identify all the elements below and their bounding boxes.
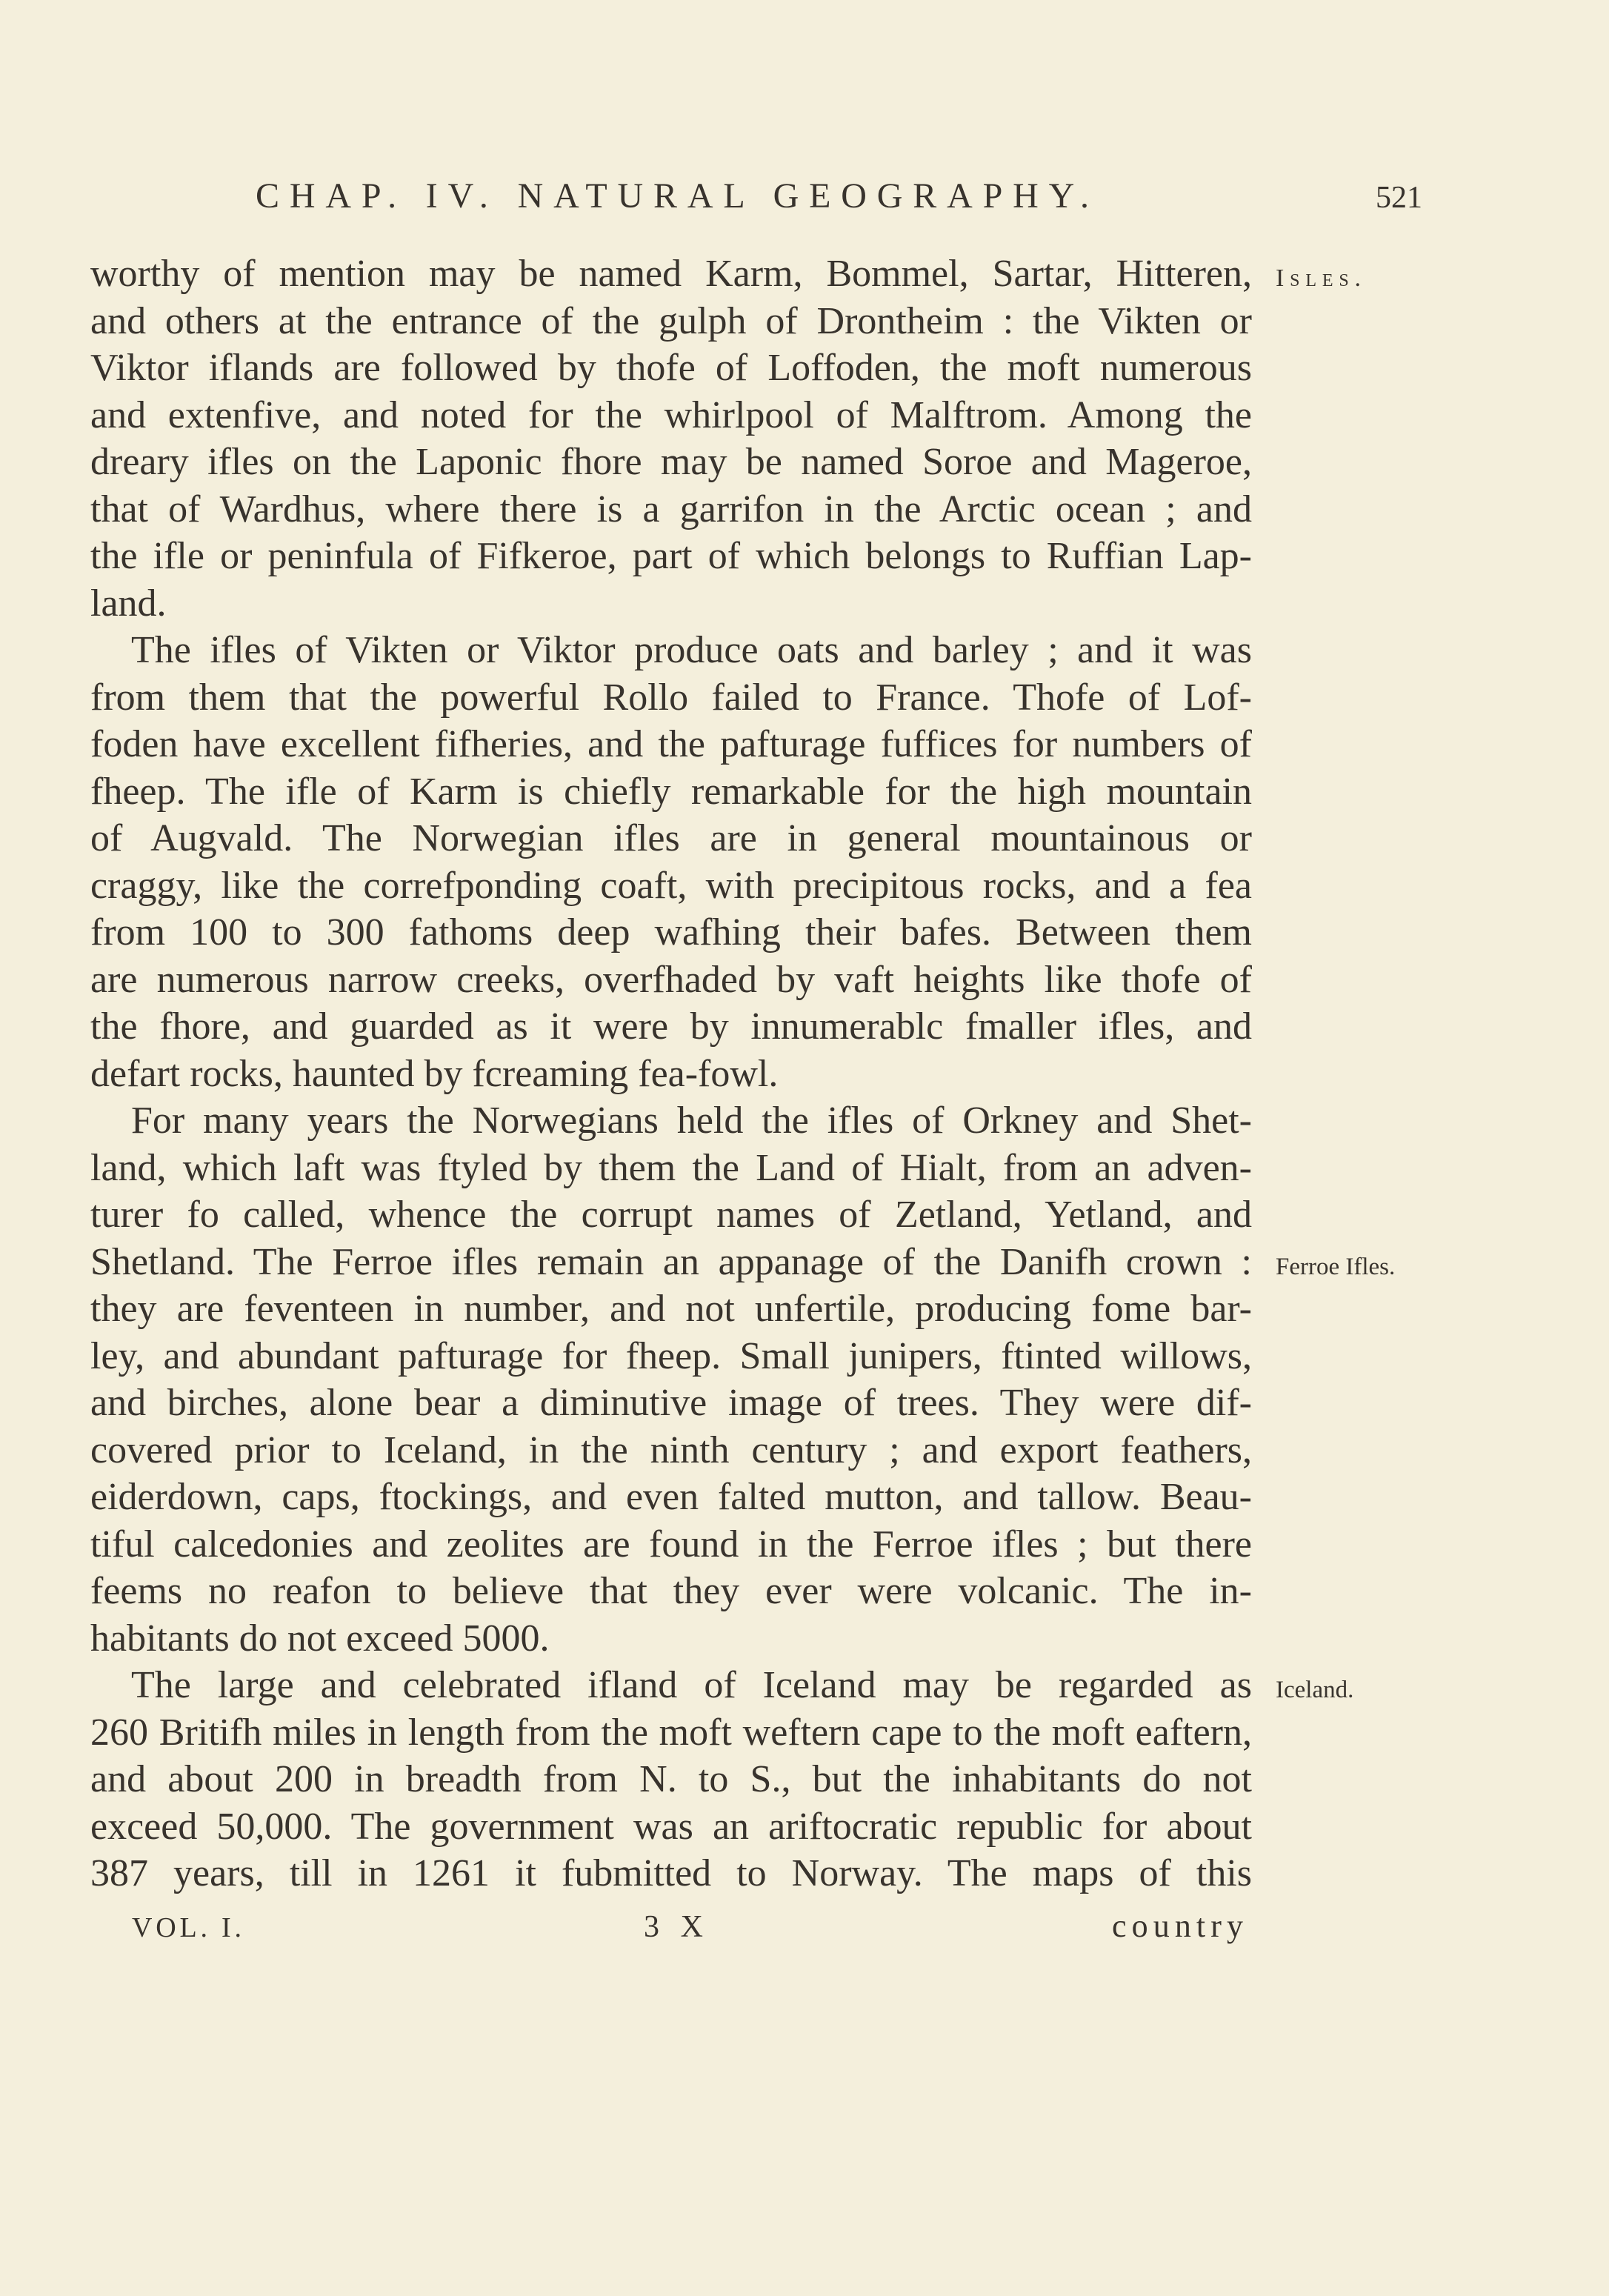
- text-line: [90, 768, 1252, 816]
- text-line: [90, 1145, 1252, 1192]
- line-text: land, which laft was ftyled by them the Land of Hialt, from an adven-: [90, 1146, 1252, 1189]
- line-text: from 100 to 300 fathoms deep wafhing their bafes. Between them: [90, 911, 1252, 954]
- text-line: [90, 1709, 1252, 1757]
- text-line: [90, 1756, 1252, 1803]
- line-text: the fhore, and guarded as it were by innumerablc fmaller ifles, and: [90, 1005, 1252, 1048]
- text-line: [90, 1003, 1252, 1051]
- text-line: [90, 1380, 1252, 1427]
- text-line: [90, 1568, 1252, 1615]
- line-text: and extenfive, and noted for the whirlpool of Malftrom. Among the: [90, 393, 1252, 436]
- margin-note-text: Isles.: [1276, 264, 1367, 292]
- line-text: from them that the powerful Rollo failed to France. Thofe of Lof-: [90, 676, 1252, 719]
- line-text: Shetland. The Ferroe ifles remain an appanage of the Danifh crown :: [90, 1240, 1252, 1283]
- line-text: craggy, like the correfponding coaft, with precipitous rocks, and a fea: [90, 864, 1252, 907]
- line-text: exceed 50,000. The government was an ariftocratic republic for about: [90, 1805, 1252, 1848]
- text-line: [90, 721, 1252, 768]
- text-line: [90, 1803, 1252, 1851]
- page-number: [1376, 172, 1442, 219]
- text-line: [90, 298, 1252, 345]
- line-text: dreary ifles on the Laponic fhore may be named Soroe and Mageroe,: [90, 441, 1252, 483]
- line-text: and about 200 in breadth from N. to S., but the inhabitants do not: [90, 1758, 1252, 1800]
- text-line: [90, 1521, 1252, 1568]
- page-number-text: 521: [1376, 181, 1422, 215]
- text-line: [90, 250, 1252, 298]
- line-text: The large and celebrated ifland of Iceland may be regarded as: [131, 1664, 1252, 1706]
- catchword: [1112, 1901, 1249, 1949]
- margin-note-text: Iceland.: [1276, 1677, 1354, 1703]
- line-text: covered prior to Iceland, in the ninth century ; and export feathers,: [90, 1428, 1252, 1471]
- text-line: [90, 1474, 1252, 1521]
- text-line: [90, 533, 1252, 580]
- text-column: [90, 250, 1252, 1897]
- text-line: [90, 1662, 1252, 1709]
- margin-note-ferroe-isles: [1276, 1239, 1424, 1286]
- line-text: they are feventeen in number, and not unfertile, producing fome bar-: [90, 1288, 1252, 1330]
- line-text: defart rocks, haunted by fcreaming fea-fowl.: [90, 1052, 779, 1095]
- text-line: [90, 674, 1252, 722]
- margin-note-isles: [1276, 250, 1367, 298]
- line-text: For many years the Norwegians held the ifles of Orkney and Shet-: [131, 1099, 1252, 1142]
- line-text: habitants do not exceed 5000.: [90, 1617, 550, 1660]
- line-text: and birches, alone bear a diminutive image of trees. They were dif-: [90, 1382, 1252, 1424]
- text-line: [90, 1097, 1252, 1145]
- margin-note-iceland: [1276, 1662, 1409, 1709]
- line-text: the ifle or peninfula of Fifkeroe, part of which belongs to Ruffian Lap-: [90, 535, 1252, 577]
- text-line: [90, 1615, 1252, 1663]
- catchword-text: country: [1112, 1908, 1249, 1944]
- text-line: [90, 1051, 1252, 1098]
- text-line: [90, 392, 1252, 439]
- text-line: [90, 1427, 1252, 1474]
- line-text: 387 years, till in 1261 it fubmitted to Norway. The maps of this: [90, 1852, 1252, 1894]
- line-text: worthy of mention may be named Karm, Bommel, Sartar, Hitteren,: [90, 253, 1252, 295]
- line-text: eiderdown, caps, ftockings, and even falted mutton, and tallow. Beau-: [90, 1476, 1252, 1518]
- line-text: The ifles of Vikten or Viktor produce oats and barley ; and it was: [131, 629, 1252, 671]
- line-text: that of Wardhus, where there is a garrifon in the Arctic ocean ; and: [90, 488, 1252, 530]
- line-text: 260 Britifh miles in length from the moft weftern cape to the moft eaftern,: [90, 1711, 1252, 1754]
- line-text: are numerous narrow creeks, overfhaded by vaft heights like thofe of: [90, 958, 1252, 1001]
- line-text: land.: [90, 582, 167, 625]
- line-text: and others at the entrance of the gulph of Drontheim : the Vikten or: [90, 299, 1252, 342]
- margin-note-text: Ferroe Ifles.: [1276, 1253, 1396, 1280]
- text-line: [90, 1239, 1252, 1286]
- text-line: [90, 909, 1252, 956]
- text-line: [90, 1850, 1252, 1897]
- text-line: [90, 1333, 1252, 1380]
- text-line: [90, 439, 1252, 486]
- line-text: feems no reafon to believe that they ever were volcanic. The in-: [90, 1570, 1252, 1612]
- text-line: [90, 345, 1252, 392]
- line-text: of Augvald. The Norwegian ifles are in general mountainous or: [90, 817, 1252, 859]
- line-text: turer fo called, whence the corrupt names of Zetland, Yetland, and: [90, 1194, 1252, 1236]
- text-line: [90, 815, 1252, 862]
- line-text: fheep. The ifle of Karm is chiefly remarkable for the high mountain: [90, 770, 1252, 813]
- line-text: Viktor iflands are followed by thofe of Loffoden, the moft numerous: [90, 347, 1252, 389]
- running-head-text: CHAP. IV. NATURAL GEOGRAPHY.: [256, 176, 1099, 216]
- signature-mark-text: 3 X: [644, 1910, 710, 1944]
- line-text: tiful calcedonies and zeolites are found in the Ferroe ifles ; but there: [90, 1523, 1252, 1565]
- text-line: [90, 627, 1252, 674]
- signature-volume: [132, 1901, 245, 1949]
- signature-mark: [644, 1901, 710, 1949]
- line-text: foden have excellent fifheries, and the pafturage fuffices for numbers of: [90, 723, 1252, 765]
- line-text: ley, and abundant pafturage for fheep. Small junipers, ftinted willows,: [90, 1334, 1252, 1377]
- text-line: [90, 1191, 1252, 1239]
- text-line: [90, 862, 1252, 910]
- text-line: [90, 1285, 1252, 1333]
- text-line: [90, 486, 1252, 533]
- text-line: [90, 956, 1252, 1004]
- signature-volume-text: VOL. I.: [132, 1912, 245, 1943]
- running-head: [256, 172, 1099, 219]
- text-line: [90, 580, 1252, 628]
